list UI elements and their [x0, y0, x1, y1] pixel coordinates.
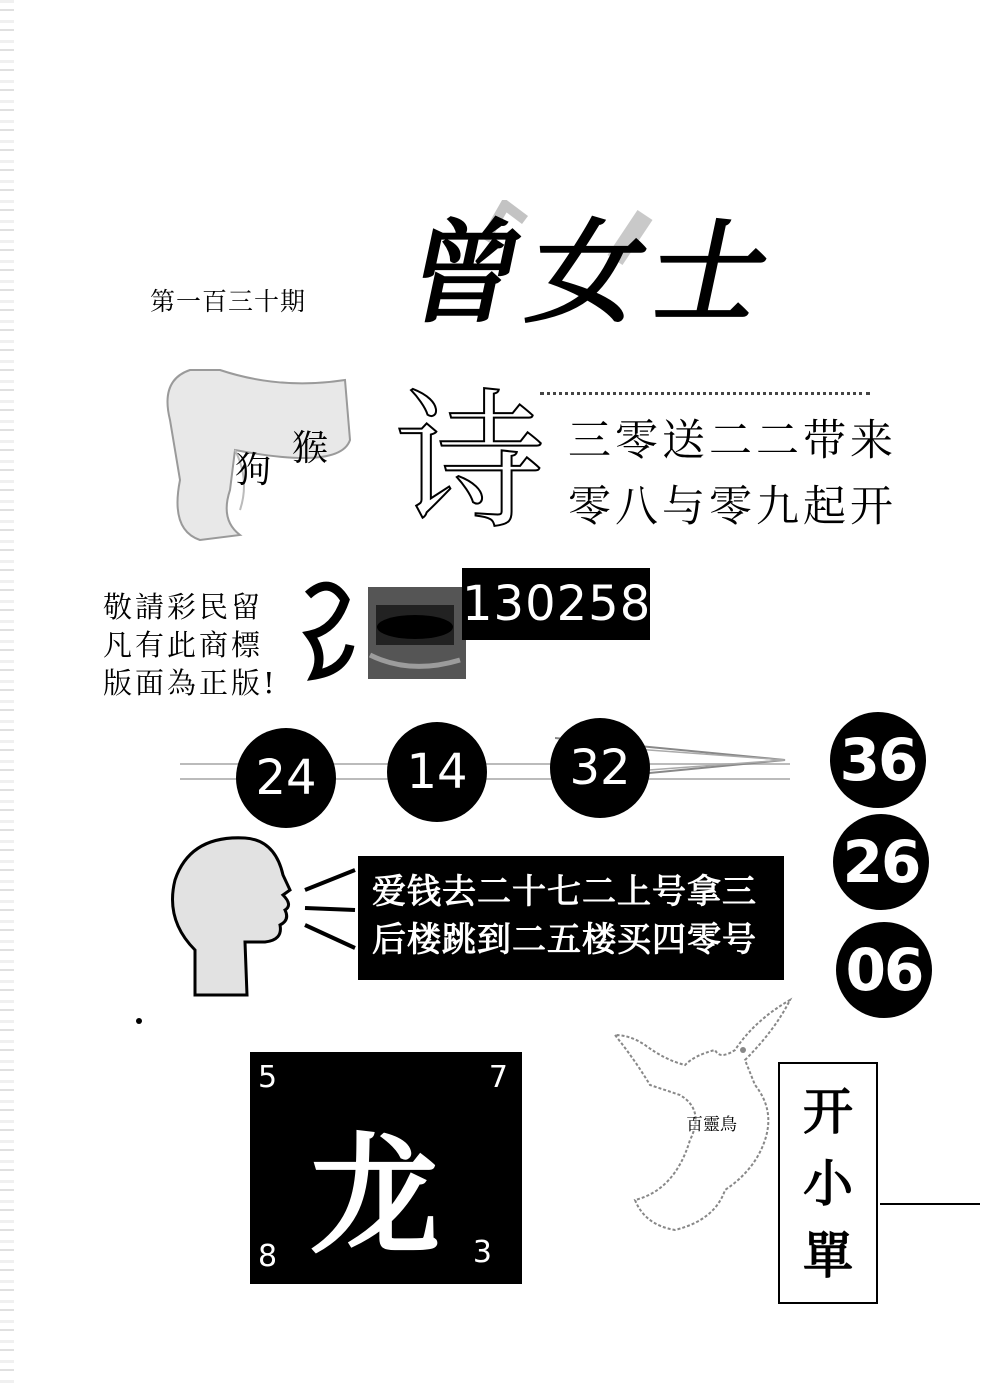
dragon-bottom-left-number: 8: [258, 1239, 278, 1274]
stray-dot: [136, 1018, 142, 1024]
vertical-text-box: [778, 1062, 878, 1304]
poem-line-2: 零八与零九起开: [568, 482, 897, 532]
speech-line-2: 后楼跳到二五楼买四零号: [372, 920, 757, 960]
dragon-character: 龙: [310, 1119, 441, 1272]
vertical-line-2: 小: [803, 1154, 853, 1213]
poem-text: [568, 408, 897, 540]
trailing-rule: [880, 1203, 980, 1205]
vertical-line-3: 單: [803, 1226, 853, 1285]
speech-box: [358, 856, 784, 980]
authenticity-notice: [103, 588, 278, 702]
dragon-top-right-number: 7: [488, 1060, 508, 1095]
dotted-divider: [540, 392, 870, 395]
result-ball-3: 06: [836, 922, 932, 1018]
notice-line-2: 凡有此商標: [103, 628, 264, 662]
scroll-animal-left: 狗: [235, 450, 272, 491]
bird-label: 百靈鳥: [686, 1115, 737, 1135]
result-ball-1: 36: [830, 712, 926, 808]
dragon-box: [250, 1052, 522, 1284]
sequence-ball-2: 14: [387, 722, 487, 822]
notice-line-3: 版面為正版!: [103, 666, 278, 700]
phone-number-box: 1302589: [462, 568, 650, 640]
sequence-ball-3: 32: [550, 718, 650, 818]
trademark-emblem: [300, 575, 470, 685]
vertical-line-1: 开: [803, 1082, 853, 1141]
title-calligraphy: 曾女士: [396, 208, 791, 339]
result-ball-2: 26: [833, 814, 929, 910]
scan-edge-noise: [0, 0, 14, 1388]
speaking-head-icon: [165, 830, 365, 1000]
poem-label: 诗: [395, 376, 546, 550]
scroll-animal-right: 猴: [292, 428, 329, 469]
issue-number: 第一百三十期: [150, 287, 307, 316]
dragon-bottom-right-number: 3: [472, 1235, 492, 1270]
sequence-ball-1: 24: [236, 728, 336, 828]
speech-line-1: 爱钱去二十七二上号拿三: [372, 872, 757, 912]
notice-line-1: 敬請彩民留: [103, 590, 264, 624]
poem-line-1: 三零送二二带来: [568, 416, 897, 466]
dragon-top-left-number: 5: [258, 1060, 278, 1095]
